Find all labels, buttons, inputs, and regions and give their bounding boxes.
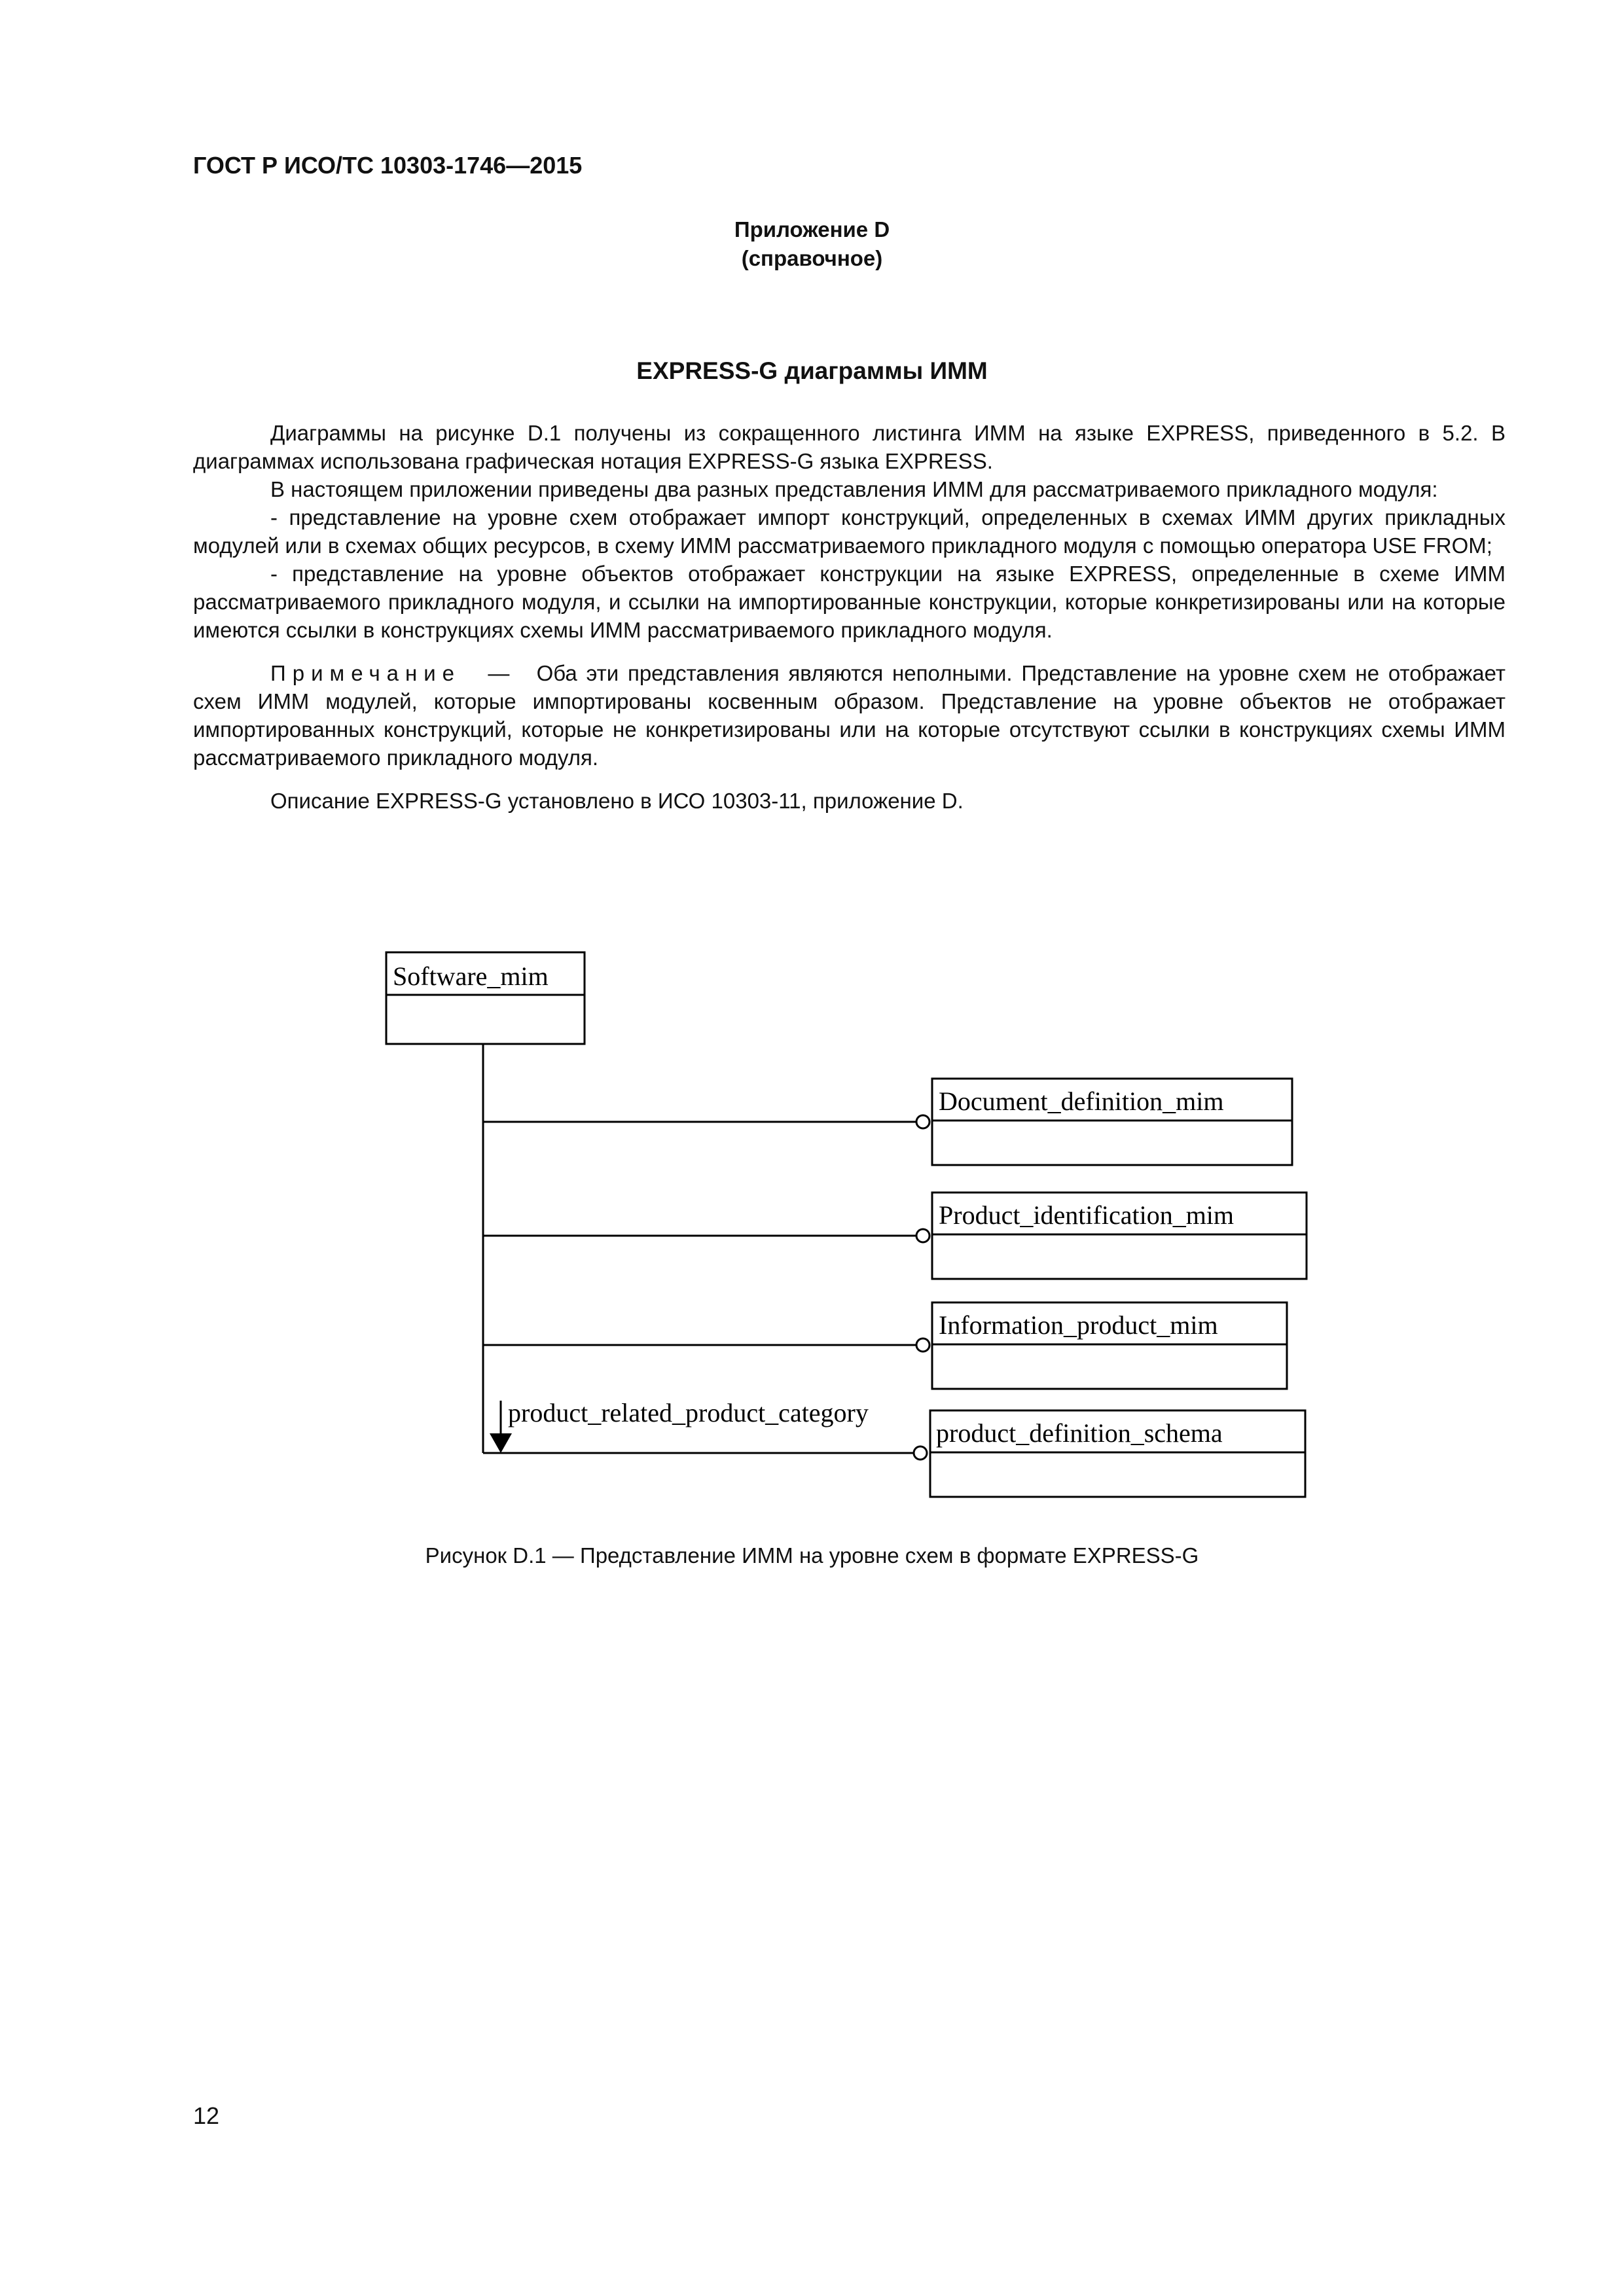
- reference-circle: [916, 1338, 929, 1352]
- schema-name: Information_product_mim: [939, 1310, 1218, 1340]
- arrow-icon: [490, 1433, 512, 1453]
- reference-circle: [914, 1446, 927, 1460]
- reference-label: product_related_product_category: [508, 1398, 869, 1427]
- paragraph: - представление на уровне схем отображает импорт конструкций, определенных в схемах ИММ других прикладных модулей или в схемах общих ресурсов, в схему ИММ рассматриваемого прикладного модуля с помощью оператора USE FROM;: [193, 505, 1506, 558]
- section-title: EXPRESS-G диаграммы ИММ: [636, 357, 988, 384]
- appendix-title: Приложение D: [734, 217, 890, 242]
- paragraph: Диаграммы на рисунке D.1 получены из сокращенного листинга ИММ на языке EXPRESS, приведенного в 5.2. В диаграммах использована графическая нотация EXPRESS-G языка EXPRESS.: [193, 421, 1506, 473]
- schema-name: Product_identification_mim: [939, 1200, 1235, 1230]
- schema-name-main: Software_mim: [393, 961, 549, 991]
- page-number: 12: [193, 2102, 220, 2129]
- paragraph: - представление на уровне объектов отображает конструкции на языке EXPRESS, определенные в схеме ИММ рассматриваемого прикладного модуля, и ссылки на импортированные конструкции, которые конкретизированы или на которые имеются ссылки в конструкциях схемы ИММ рассматриваемого прикладного модуля.: [193, 562, 1506, 642]
- note-label: Примечание: [270, 661, 461, 685]
- note-text: Оба эти представления являются неполными. Представление на уровне схем не отображает схем ИММ модулей, которые импортированы косвенным образом. Представление на уровне объектов не отображает импортированных конструкций, которые не конкретизированы или на которые отсутствуют ссылки в конструкциях схемы ИММ рассматриваемого прикладного модуля.: [193, 661, 1506, 770]
- figure-caption: Рисунок D.1 — Представление ИММ на уровне схем в формате EXPRESS-G: [425, 1543, 1199, 1568]
- schema-name: product_definition_schema: [936, 1418, 1223, 1448]
- appendix-status: (справочное): [741, 246, 883, 270]
- document-header: ГОСТ Р ИСО/ТС 10303-1746—2015: [193, 152, 583, 179]
- note-dash: —: [488, 661, 510, 685]
- paragraph: В настоящем приложении приведены два разных представления ИММ для рассматриваемого прикладного модуля:: [270, 477, 1438, 501]
- paragraph: Описание EXPRESS-G установлено в ИСО 10303-11, приложение D.: [270, 789, 964, 813]
- reference-circle: [916, 1229, 929, 1242]
- schema-name: Document_definition_mim: [939, 1086, 1224, 1116]
- reference-circle: [916, 1115, 929, 1128]
